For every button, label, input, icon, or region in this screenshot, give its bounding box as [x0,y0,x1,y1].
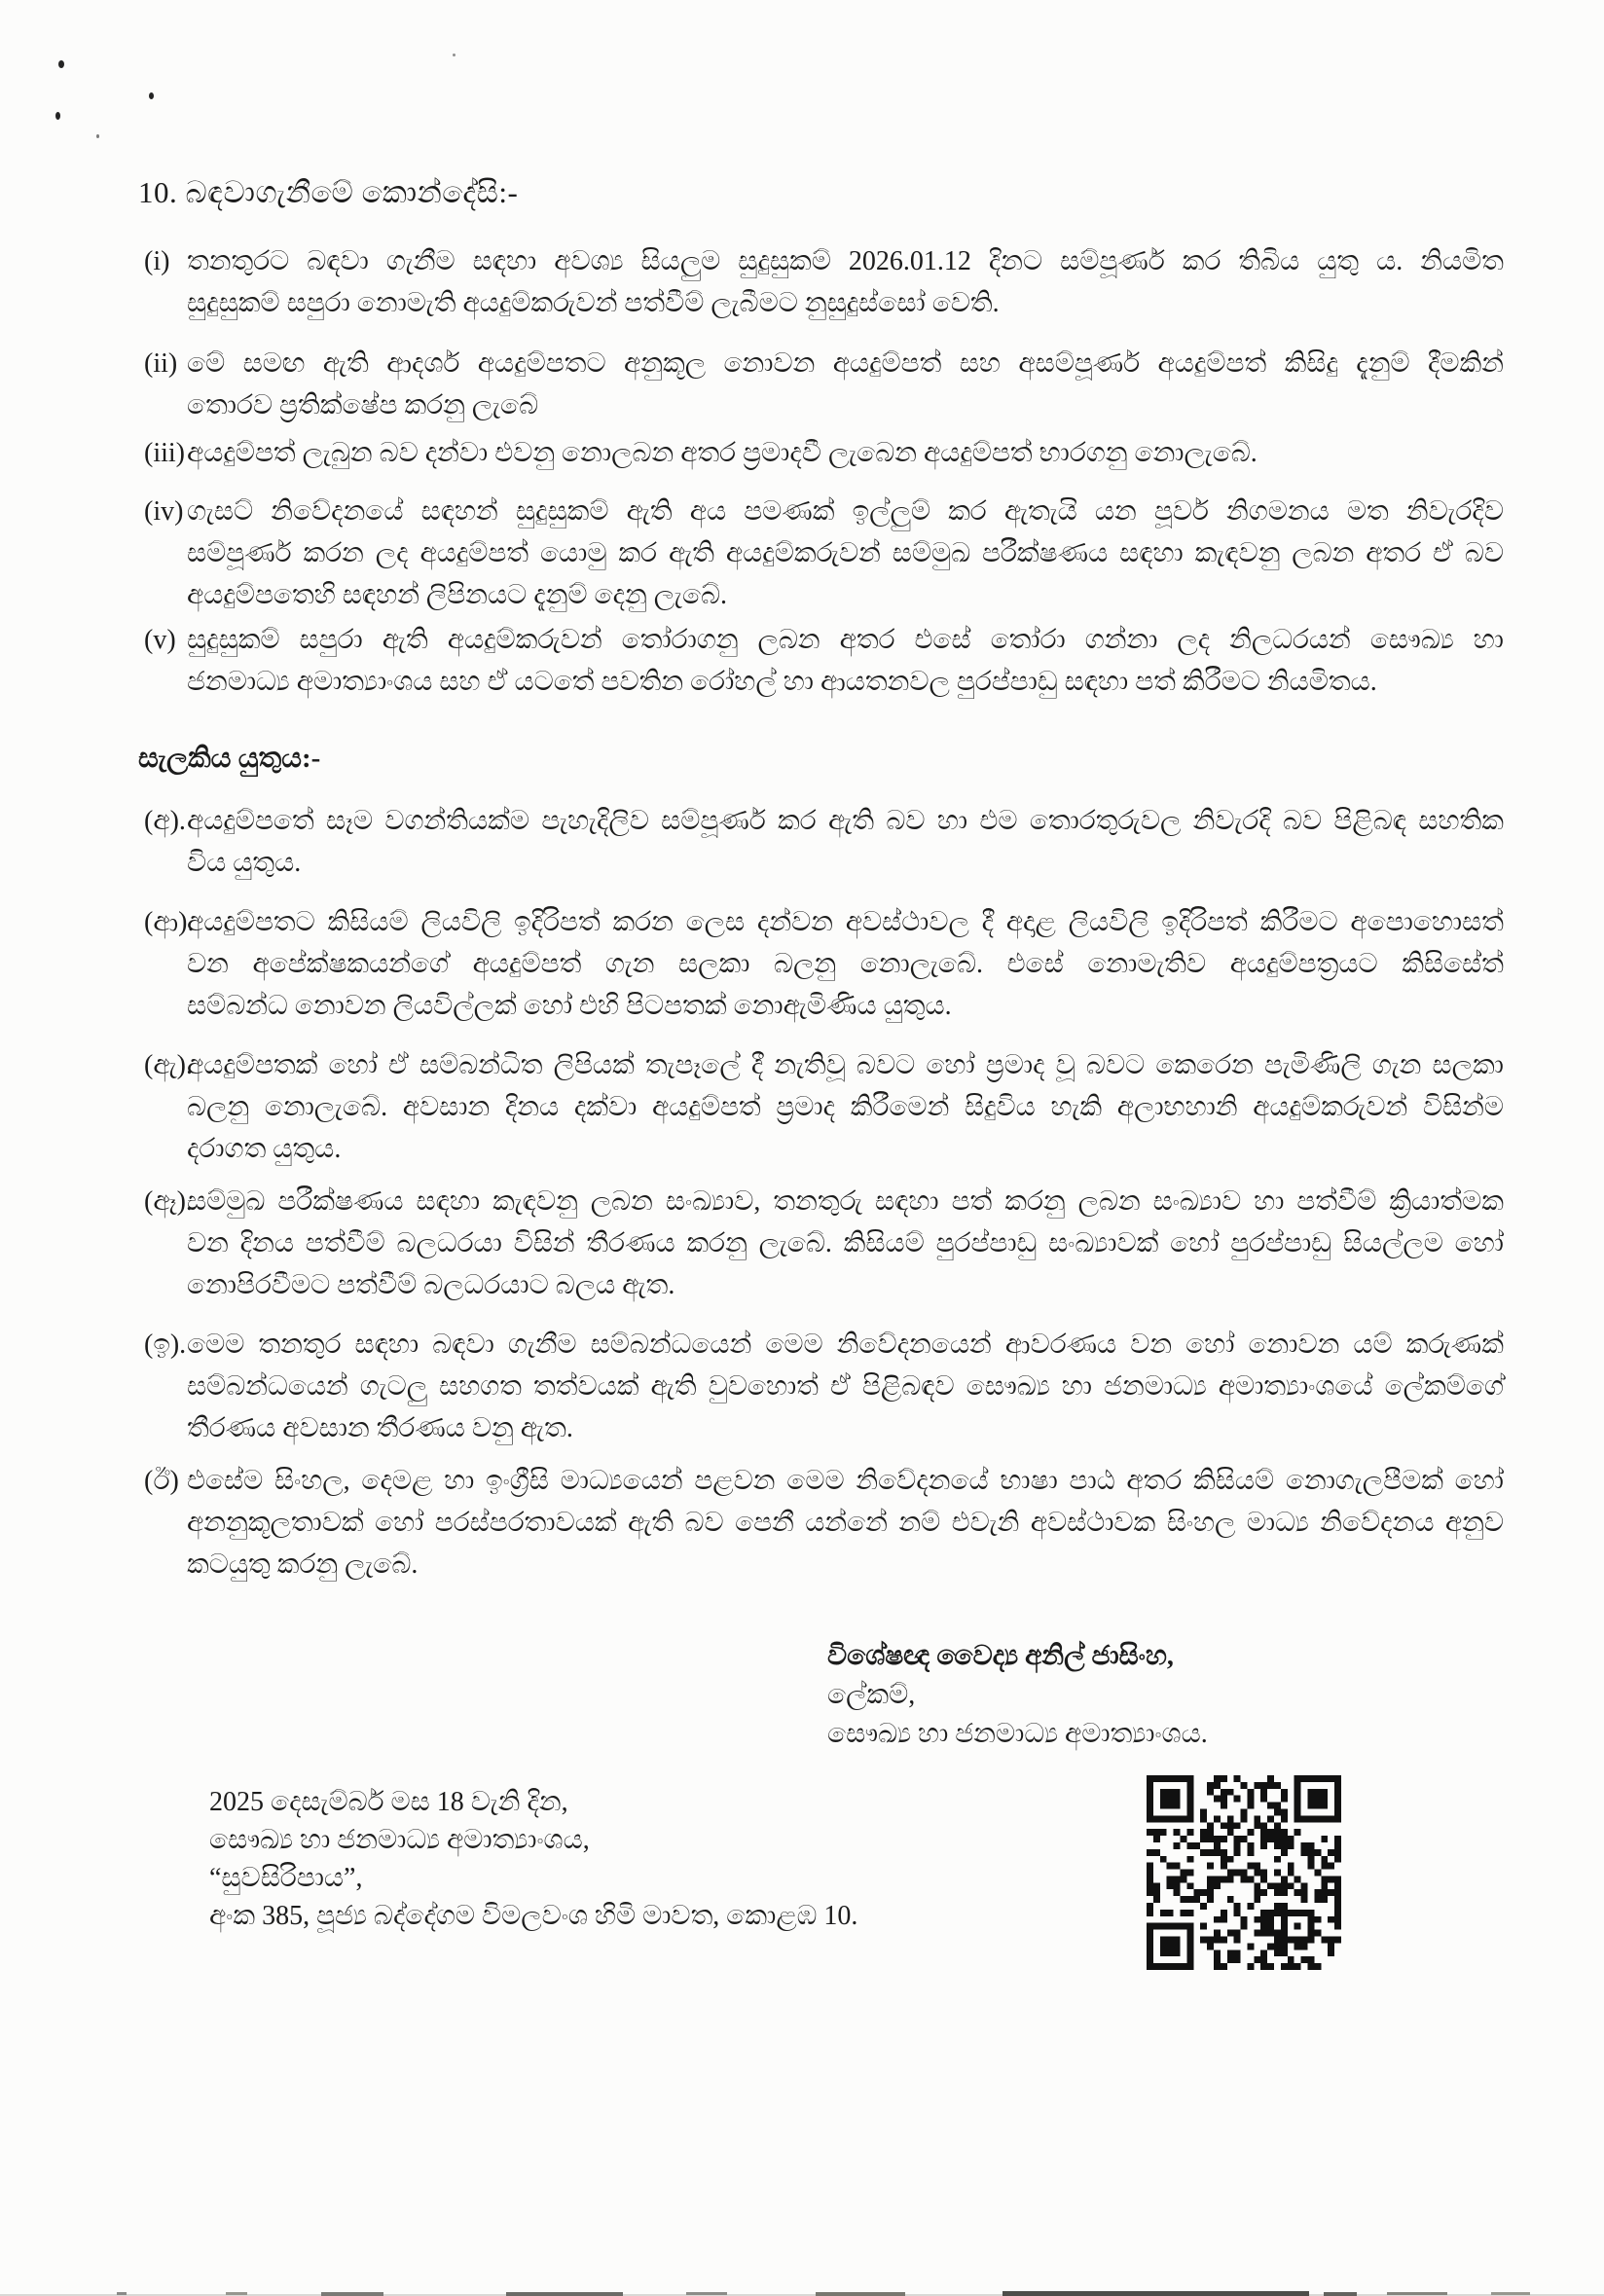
text-line: අයදුම්පතෙහි සඳහන් ලිපිනයට දැනුම් දෙනු ලැබේ. [187,580,728,610]
text-line: මෙම තනතුර සඳහා බඳවා ගැනීම සම්බන්ධයෙන් මෙම නිවේදනයෙන් ආවරණය වන හෝ නොවන යම් කරුණක් [187,1330,1504,1360]
condition-item-v [144,619,1504,703]
item-number: (ආ). [144,907,195,937]
qr-code-icon [1147,1775,1341,1970]
scan-mark [321,2292,383,2296]
scan-mark [1387,2292,1447,2295]
condition-item-iii [144,432,1504,474]
text-line: නොපිරවීමට පත්වීම් බලධරයාට බලය ඇත. [187,1270,675,1300]
text-line: විය යුතුය. [187,848,302,878]
note-item-ii [144,1460,1504,1585]
issue-date: 2025 දෙසැම්බර් මස 18 වැනි දින, [209,1787,568,1817]
scan-mark [226,2292,247,2295]
condition-item-ii [144,343,1504,426]
note-item-aee [144,1181,1504,1306]
building-name: “සුවසිරිපාය”, [209,1863,363,1893]
text-line: අනනුකූලතාවක් හෝ පරස්පරතාවයක් ඇති බව පෙනී යන්නේ නම් එවැනි අවස්ථාවක සිංහල මාධ්‍ය නිවේදනය අනුව [187,1508,1504,1538]
signatory-org: සෞඛ්‍ය හා ජනමාධ්‍ය අමාත්‍යාංශය. [827,1719,1208,1749]
text-line: කටයුතු කරනු ලැබේ. [187,1549,419,1580]
text-line: වන අපේක්ෂකයන්ගේ අයදුම්පත් ගැන සලකා බලනු නොලැබේ. එසේ නොමැතිව අයදුම්පත්‍රයට කිසිසේත් [187,949,1504,979]
text-line: බලනු නොලැබේ. අවසාන දිනය දක්වා අයදුම්පත් ප්‍රමාද කිරීමෙන් සිදුවිය හැකි අලාභහානි අයදුම්කරුවන් විසින්ම [187,1092,1504,1122]
scan-mark [1491,2292,1530,2295]
text-line: වන දිනය පත්වීම් බලධරයා විසින් තීරණය කරනු ලැබේ. කිසියම් පුරප්පාඩු සංඛ්‍යාවක් හෝ පුරප්පාඩු සියල්ලම හෝ [187,1228,1504,1258]
text-line: අයදුම්පතට කිසියම් ලියවිලි ඉදිරිපත් කරන ලෙස දන්වන අවස්ථාවල දී අදාළ ලියවිලි ඉදිරිපත් කිරීමට අපොහොසත් [187,907,1504,937]
item-number: (i) [144,246,170,276]
text-line: සම්මුඛ පරීක්ෂණය සඳහා කැඳවනු ලබන සංඛ්‍යාව, තනතුරු සඳහා පත් කරනු ලබන සංඛ්‍යාව හා පත්වීම් ක්‍රියාත්මක [187,1186,1504,1217]
section-heading: 10. බඳවාගැනීමේ කොන්දේසි:- [138,175,519,209]
scan-speck [149,92,154,99]
scan-mark [506,2292,623,2296]
condition-item-i [144,240,1504,324]
item-number: (ඈ). [144,1186,193,1217]
item-number: (iv) [144,496,184,527]
condition-item-iv [144,491,1504,616]
text-line: මේ සමඟ ඇති ආදර්ශ අයදුම්පතට අනුකූල නොවන අයදුම්පත් සහ අසම්පූර්ණ අයදුම්පත් කිසිදු දැනුම් දීමකින් [187,348,1504,379]
scan-mark [686,2292,727,2295]
text-line: දරාගත යුතුය. [187,1134,342,1164]
item-number: (iii) [144,438,185,468]
text-line: තනතුරට බඳවා ගැනීම සඳහා අවශ්‍ය සියලුම සුදුසුකම් 2026.01.12 දිනට සම්පූර්ණ කර තිබිය යුතු ය. නියමිත [187,246,1504,276]
text-line: අයදුම්පතේ සෑම වගන්තියක්ම පැහැදිලිව සම්පූර්ණ කර ඇති බව හා එම තොරතුරුවල නිවැරදි බව පිළිබඳ සහතික [187,806,1504,836]
text-line: සම්පූර්ණ කරන ලද අයදුම්පත් යොමු කර ඇති අයදුම්කරුවන් සම්මුඛ පරීක්ෂණය සඳහා කැඳවනු ලබන අතර ඒ බව [187,538,1504,568]
street-address: අංක 385, පූජ්‍ය බද්දේගම විමලවංශ හිමි මාවත, කොළඹ 10. [209,1901,858,1931]
scan-speck [96,134,99,138]
text-line: තොරව ප්‍රතික්ෂේප කරනු ලැබේ [187,390,539,420]
note-item-i [144,1324,1504,1449]
text-line: එසේම සිංහල, දෙමළ හා ඉංග්‍රීසි මාධ්‍යයෙන් පළවන මෙම නිවේදනයේ භාෂා පාඨ අතර කිසියම් නොගැලපීමක් හෝ [187,1466,1504,1496]
item-number: (ඉ). [144,1330,187,1360]
note-item-a [144,800,1504,884]
signatory-name: විශේෂඥ වෛද්‍ය අනිල් ජාසිංහ, [827,1641,1174,1671]
item-number: (v) [144,625,176,655]
text-line: සම්බන්ධයෙන් ගැටලු සහගත තත්වයක් ඇති වුවහොත් ඒ පිළිබඳව සෞඛ්‍ය හා ජනමාධ්‍ය අමාත්‍යාංශයේ ලේකම්ගේ [187,1371,1504,1402]
text-line: ජනමාධ්‍ය අමාත්‍යාංශය සහ ඒ යටතේ පවතින රෝහල් හා ආයතනවල පුරප්පාඩු සඳහා පත් කිරීමට නියමිතය. [187,667,1377,697]
item-number: (ඇ). [144,1050,193,1080]
text-line: සුදුසුකම් සපුරා නොමැති අයදුම්කරුවන් පත්වීම් ලැබීමට නුසුදුස්සෝ වෙති. [187,288,1000,318]
signature-block [827,1637,1372,1754]
item-number: (අ). [144,806,186,836]
scan-speck [453,54,456,56]
ministry-name: සෞඛ්‍ය හා ජනමාධ්‍ය අමාත්‍යාංශය, [209,1825,590,1855]
text-line: ගැසට් නිවේදනයේ සඳහන් සුදුසුකම් ඇති අය පමණක් ඉල්ලුම් කර ඇතැයි යන පූර්ව නිගමනය මත නිවැරදිව [187,496,1504,527]
date-address-block [209,1783,1085,1935]
scan-mark [816,2292,905,2296]
signatory-title: ලේකම්, [827,1680,916,1710]
text-line: අයදුම්පත් ලැබුන බව දන්වා එවනු නොලබන අතර ප්‍රමාදවී ලැබෙන අයදුම්පත් භාරගනු නොලැබේ. [187,438,1258,468]
item-number: (ii) [144,348,178,379]
note-item-aa [144,901,1504,1027]
scan-mark [1002,2291,1309,2296]
note-item-ae [144,1044,1504,1170]
item-number: (ඊ) [144,1466,179,1496]
scan-speck [55,112,60,120]
text-line: අයදුම්පතක් හෝ ඒ සම්බන්ධිත ලිපියක් තැපෑලේ දී නැතිවූ බවට හෝ ප්‍රමාද වූ බවට කෙරෙන පැමිණිලි ගැන සලකා [187,1050,1504,1080]
scan-mark [117,2292,127,2295]
scan-mark [1324,2292,1357,2296]
text-line: තීරණය අවසාන තීරණය වනු ඇත. [187,1413,573,1443]
scan-speck [58,60,64,68]
text-line: සුදුසුකම් සපුරා ඇති අයදුම්කරුවන් තෝරාගනු ලබන අතර එසේ තෝරා ගන්නා ලද නිලධරයන් සෞඛ්‍ය හා [187,625,1504,655]
text-line: සම්බන්ධ නොවන ලියවිල්ලක් හෝ එහි පිටපතක් නොඇමිණිය යුතුය. [187,991,952,1021]
note-heading: සැලකිය යුතුය:- [138,743,321,774]
